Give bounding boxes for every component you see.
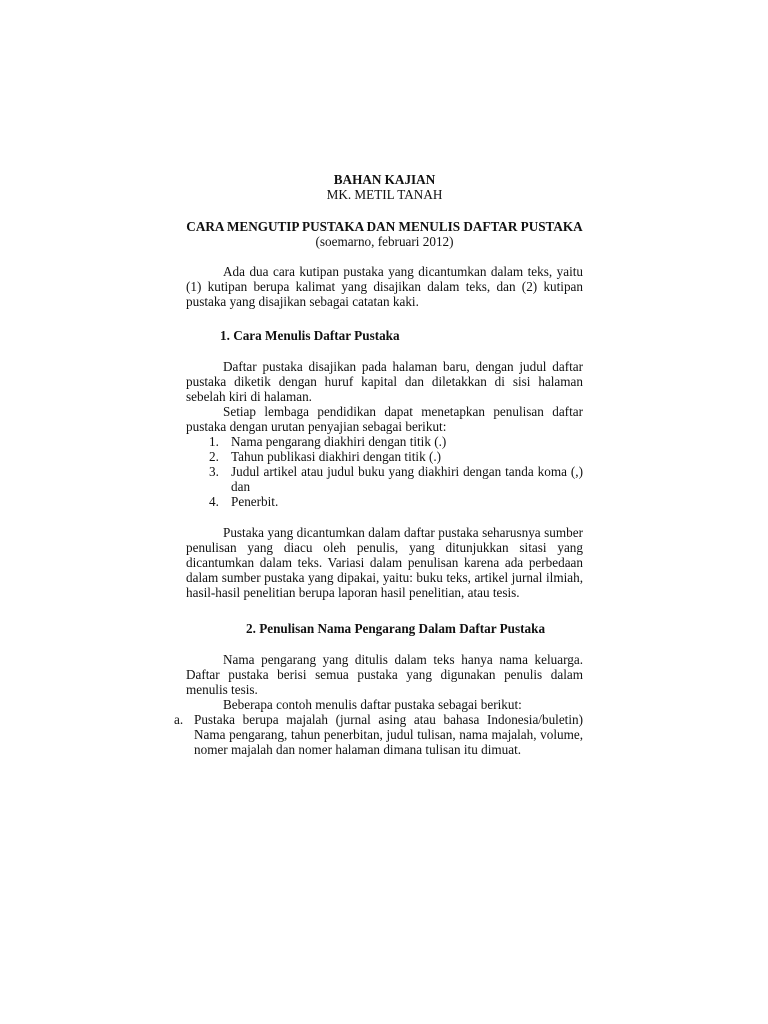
document-title: CARA MENGUTIP PUSTAKA DAN MENULIS DAFTAR PUSTAKA	[186, 219, 583, 234]
list-item-text: Judul artikel atau judul buku yang diakhiri dengan tanda koma (,) dan	[231, 464, 583, 494]
header-line-2: MK. METIL TANAH	[326, 187, 443, 202]
list-item	[186, 494, 583, 509]
numbered-list	[186, 434, 583, 509]
section-1-paragraph-3: Pustaka yang dicantumkan dalam daftar pustaka seharusnya sumber penulisan yang diacu oleh penulis, yang ditunjukkan sitasi yang dicantumkan dalam teks. Variasi dalam penulisan karena ada perbedaan dalam sumber pustaka yang dipakai, yaitu: buku teks, artikel jurnal ilmiah, hasil-hasil penelitian berupa laporan hasil penelitian, atau tesis.	[186, 525, 583, 600]
intro-paragraph: Ada dua cara kutipan pustaka yang dicantumkan dalam teks, yaitu (1) kutipan berupa kalimat yang disajikan dalam teks, dan (2) kutipan pustaka yang disajikan sebagai catatan kaki.	[186, 264, 583, 309]
list-item-letter: a.	[174, 712, 184, 727]
list-item-text: Tahun publikasi diakhiri dengan titik (.)	[231, 449, 442, 464]
section-2-paragraph-2: Beberapa contoh menulis daftar pustaka sebagai berikut:	[223, 697, 522, 712]
document-page	[174, 172, 583, 757]
header-line-1: BAHAN KAJIAN	[333, 172, 436, 187]
list-item-number: 1.	[209, 434, 219, 449]
section-2-heading: 2. Penulisan Nama Pengarang Dalam Daftar Pustaka	[246, 621, 546, 636]
section-1-paragraph-1: Daftar pustaka disajikan pada halaman baru, dengan judul daftar pustaka diketik dengan huruf kapital dan diletakkan di sisi halaman sebelah kiri di halaman.	[186, 359, 583, 404]
list-item-number: 3.	[209, 464, 219, 479]
section-2-paragraph-1: Nama pengarang yang ditulis dalam teks hanya nama keluarga. Daftar pustaka berisi semua pustaka yang digunakan penulis dalam menulis tesis.	[186, 652, 583, 697]
section-1-paragraph-2: Setiap lembaga pendidikan dapat menetapkan penulisan daftar pustaka dengan urutan penyajian sebagai berikut:	[186, 404, 583, 434]
list-item-text: Nama pengarang diakhiri dengan titik (.)	[231, 434, 447, 449]
author-date: (soemarno, februari 2012)	[315, 234, 454, 249]
list-item	[186, 434, 583, 449]
list-item-text: Pustaka berupa majalah (jurnal asing atau bahasa Indonesia/buletin) Nama pengarang, tahun penerbitan, judul tulisan, nama majalah, volume, nomer majalah dan nomer halaman dimana tulisan itu dimuat.	[194, 712, 583, 757]
list-item	[186, 449, 583, 464]
lettered-list	[174, 712, 583, 757]
list-item	[186, 464, 583, 494]
list-item-number: 2.	[209, 449, 219, 464]
list-item	[174, 712, 583, 757]
section-1-heading: 1. Cara Menulis Daftar Pustaka	[220, 328, 400, 343]
list-item-text: Penerbit.	[231, 494, 279, 509]
list-item-number: 4.	[209, 494, 219, 509]
